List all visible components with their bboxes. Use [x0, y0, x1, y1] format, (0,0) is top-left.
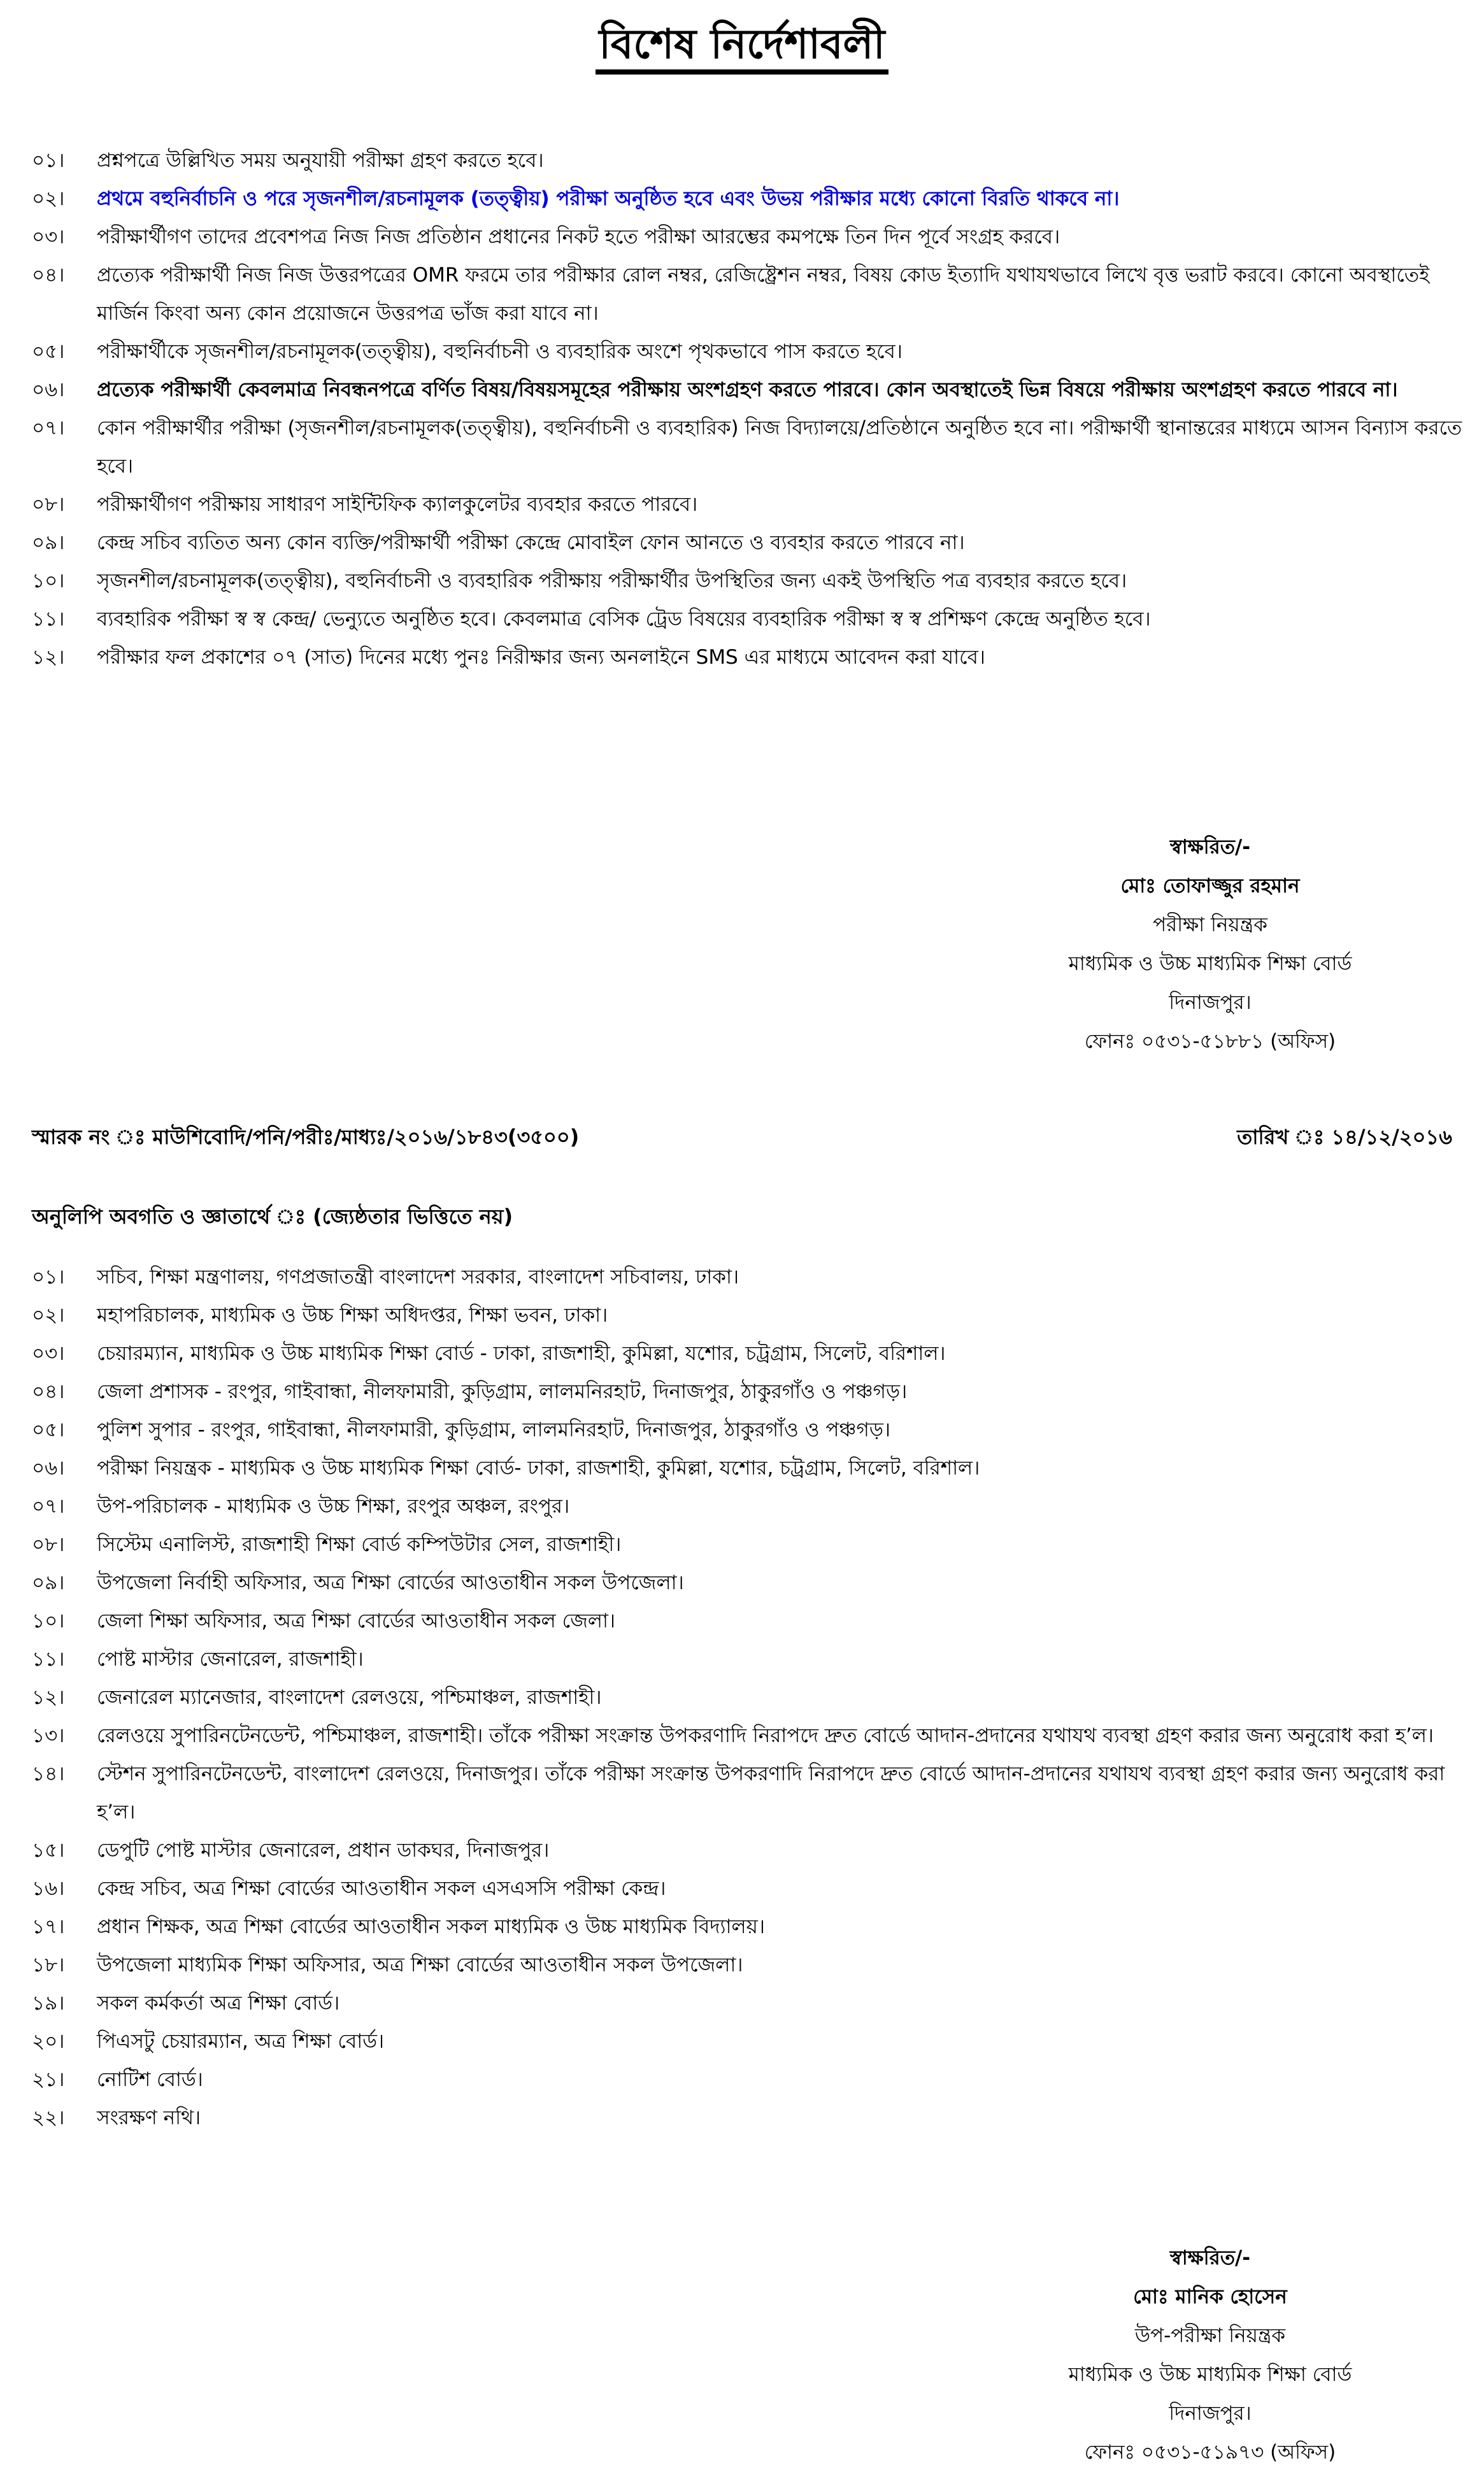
cc-item-number: ১৩। [32, 1724, 65, 1747]
instruction-item-text: প্রত্যেক পরীক্ষার্থী নিজ নিজ উত্তরপত্রের OMR ফরমে তার পরীক্ষার রোল নম্বর, রেজিষ্ট্রেশন নম্বর, বিষয় কোড ইত্যাদি যথাযথভাবে লিখে বৃত্ত ভরাট করবে। কোনো অবস্থাতেই মার্জিন কিংবা অন্য কোন প্রয়োজনে উত্তরপত্র ভাঁজ করা যাবে না। [97, 264, 1430, 325]
cc-item [32, 1564, 1465, 1602]
signatory-phone: ফোনঃ ০৫৩১-৫১৯৭৩ (অফিস) [1084, 2441, 1336, 2464]
cc-item [32, 1717, 1465, 1755]
cc-item-number: ০৩। [32, 1342, 65, 1365]
signatory-name: মোঃ তোফাজ্জুর রহমান [1120, 875, 1300, 897]
signature-block-controller [930, 828, 1484, 1061]
cc-item-text: রেলওয়ে সুপারিনটেনডেন্ট, পশ্চিমাঞ্চল, রাজশাহী। তাঁকে পরীক্ষা সংক্রান্ত উপকরণাদি নিরাপদে দ্রুত বোর্ডে আদান-প্রদানের যথাযথ ব্যবস্থা গ্রহণ করার জন্য অনুরোধ করা হ’ল। [97, 1724, 1434, 1747]
instruction-item-number: ১২। [32, 646, 65, 669]
signatory-board: মাধ্যমিক ও উচ্চ মাধ্যমিক শিক্ষা বোর্ড [1068, 952, 1352, 975]
cc-item [32, 1984, 1465, 2022]
cc-item-number: ১৮। [32, 1954, 65, 1976]
instruction-item [32, 180, 1465, 218]
signatory-city: দিনাজপুর। [1169, 991, 1252, 1014]
instruction-item-text: প্রথমে বহুনির্বাচনি ও পরে সৃজনশীল/রচনামূলক (তত্ত্বীয়) পরীক্ষা অনুষ্ঠিত হবে এবং উভয় পরীক্ষার মধ্যে কোনো বিরতি থাকবে না। [97, 187, 1120, 210]
instruction-item [32, 485, 1465, 524]
cc-item [32, 1869, 1465, 1908]
cc-item [32, 1755, 1465, 1831]
signed-label: স্বাক্ষরিত/- [1169, 2247, 1251, 2269]
cc-item-number: ২০। [32, 2030, 65, 2053]
cc-item-number: ১৫। [32, 1839, 65, 1862]
cc-item-text: জেনারেল ম্যানেজার, বাংলাদেশ রেলওয়ে, পশ্চিমাঞ্চল, রাজশাহী। [97, 1686, 602, 1709]
cc-item [32, 2099, 1465, 2137]
instruction-item-text: প্রশ্নপত্রে উল্লিখিত সময় অনুযায়ী পরীক্ষা গ্রহণ করতে হবে। [97, 149, 544, 172]
cc-item [32, 1296, 1465, 1334]
document-title [0, 14, 1484, 75]
instruction-item-text: ব্যবহারিক পরীক্ষা স্ব স্ব কেন্দ্র/ ভেন্যুতে অনুষ্ঠিত হবে। কেবলমাত্র বেসিক ট্রেড বিষয়ের ব্যবহারিক পরীক্ষা স্ব স্ব প্রশিক্ষণ কেন্দ্রে অনুষ্ঠিত হবে। [97, 608, 1151, 631]
signatory-name: মোঃ মানিক হোসেন [1133, 2285, 1287, 2308]
cc-item [32, 1908, 1465, 1946]
instruction-item-number: ০১। [32, 149, 65, 172]
cc-item [32, 1946, 1465, 1984]
instruction-item-text: পরীক্ষার ফল প্রকাশের ০৭ (সাত) দিনের মধ্যে পুনঃ নিরীক্ষার জন্য অনলাইনে SMS এর মাধ্যমে আবেদন করা যাবে। [97, 646, 985, 669]
cc-item-number: ১৬। [32, 1877, 65, 1900]
cc-item [32, 1831, 1465, 1869]
cc-item [32, 2022, 1465, 2061]
cc-item [32, 1487, 1465, 1525]
memo-reference: স্মারক নং ঃ মাউশিবোদি/পনি/পরীঃ/মাধ্যঃ/২০১৬/১৮৪৩(৩৫০০) [32, 1125, 580, 1149]
signatory-designation: উপ-পরীক্ষা নিয়ন্ত্রক [1134, 2324, 1286, 2347]
signatory-designation: পরীক্ষা নিয়ন্ত্রক [1153, 913, 1267, 936]
cc-item [32, 1449, 1465, 1487]
instruction-item-number: ০৫। [32, 340, 65, 363]
instruction-item [32, 371, 1465, 409]
instruction-item [32, 524, 1465, 562]
instruction-item-text: পরীক্ষার্থীকে সৃজনশীল/রচনামূলক(তত্ত্বীয়), বহুনির্বাচনী ও ব্যবহারিক অংশে পৃথকভাবে পাস করতে হবে। [97, 340, 903, 363]
cc-item-number: ০১। [32, 1266, 65, 1289]
cc-item-number: ১৭। [32, 1915, 65, 1938]
instruction-item-text: কেন্দ্র সচিব ব্যতিত অন্য কোন ব্যক্তি/পরীক্ষার্থী পরীক্ষা কেন্দ্রে মোবাইল ফোন আনতে ও ব্যবহার করতে পারবে না। [97, 531, 965, 554]
instruction-item-text: প্রত্যেক পরীক্ষার্থী কেবলমাত্র নিবন্ধনপত্রে বর্ণিত বিষয়/বিষয়সমূহের পরীক্ষায় অংশগ্রহণ করতে পারবে। কোন অবস্থাতেই ভিন্ন বিষয়ে পরীক্ষায় অংশগ্রহণ করতে পারবে না। [97, 378, 1398, 401]
cc-item [32, 1411, 1465, 1449]
cc-item-number: ১১। [32, 1648, 65, 1671]
instruction-item [32, 332, 1465, 371]
cc-item-text: ডেপুটি পোষ্ট মাস্টার জেনারেল, প্রধান ডাকঘর, দিনাজপুর। [97, 1839, 550, 1862]
cc-item-number: ০২। [32, 1304, 65, 1327]
cc-item-text: উপ-পরিচালক - মাধ্যমিক ও উচ্চ শিক্ষা, রংপুর অঞ্চল, রংপুর। [97, 1495, 570, 1518]
cc-item-text: পিএসটু চেয়ারম্যান, অত্র শিক্ষা বোর্ড। [97, 2030, 385, 2053]
cc-item-text: নোটিশ বোর্ড। [97, 2068, 203, 2091]
signed-label: স্বাক্ষরিত/- [1169, 836, 1251, 859]
cc-item [32, 1602, 1465, 1640]
cc-item-number: ২২। [32, 2106, 65, 2129]
cc-item [32, 1640, 1465, 1678]
cc-item-number: ১৯। [32, 1992, 65, 2015]
signatory-board: মাধ্যমিক ও উচ্চ মাধ্যমিক শিক্ষা বোর্ড [1068, 2363, 1352, 2386]
instruction-item-text: কোন পরীক্ষার্থীর পরীক্ষা (সৃজনশীল/রচনামূলক(তত্ত্বীয়), বহুনির্বাচনী ও ব্যবহারিক) নিজ বিদ্যালয়ে/প্রতিষ্ঠানে অনুষ্ঠিত হবে না। পরীক্ষার্থী স্থানান্তরের মাধ্যমে আসন বিন্যাস করতে হবে। [97, 417, 1462, 478]
cc-item-text: পুলিশ সুপার - রংপুর, গাইবান্ধা, নীলফামারী, কুড়িগ্রাম, লালমনিরহাট, দিনাজপুর, ঠাকুরগাঁও ও পঞ্চগড়। [97, 1418, 891, 1441]
instruction-item-number: ০৬। [32, 378, 65, 401]
cc-item [32, 1258, 1465, 1296]
cc-item-text: পরীক্ষা নিয়ন্ত্রক - মাধ্যমিক ও উচ্চ মাধ্যমিক শিক্ষা বোর্ড- ঢাকা, রাজশাহী, কুমিল্লা, যশোর, চট্রগ্রাম, সিলেট, বরিশাল। [97, 1457, 980, 1480]
instruction-item [32, 218, 1465, 256]
instruction-item [32, 638, 1465, 676]
cc-item-text: জেলা প্রশাসক - রংপুর, গাইবান্ধা, নীলফামারী, কুড়িগ্রাম, লালমনিরহাট, দিনাজপুর, ঠাকুরগাঁও ও পঞ্চগড়। [97, 1380, 908, 1403]
instructions-list [32, 141, 1465, 676]
instruction-item [32, 409, 1465, 485]
cc-item-text: পোষ্ট মাস্টার জেনারেল, রাজশাহী। [97, 1648, 364, 1671]
cc-item-number: ০৬। [32, 1457, 65, 1480]
instruction-item-number: ১০। [32, 569, 65, 592]
instruction-item-text: সৃজনশীল/রচনামূলক(তত্ত্বীয়), বহুনির্বাচনী ও ব্যবহারিক পরীক্ষায় পরীক্ষার্থীর উপস্থিতির জন্য একই উপস্থিতি পত্র ব্যবহার করতে হবে। [97, 569, 1127, 592]
instruction-item [32, 600, 1465, 638]
cc-item [32, 1334, 1465, 1373]
cc-item-number: ১২। [32, 1686, 65, 1709]
instruction-item-number: ০৩। [32, 225, 65, 248]
cc-item [32, 2061, 1465, 2099]
cc-item [32, 1373, 1465, 1411]
signatory-phone: ফোনঃ ০৫৩১-৫১৮৮১ (অফিস) [1084, 1030, 1336, 1053]
instruction-item-number: ০৪। [32, 264, 65, 287]
cc-item-text: উপজেলা মাধ্যমিক শিক্ষা অফিসার, অত্র শিক্ষা বোর্ডের আওতাধীন সকল উপজেলা। [97, 1954, 743, 1976]
cc-item-text: সিস্টেম এনালিস্ট, রাজশাহী শিক্ষা বোর্ড কম্পিউটার সেল, রাজশাহী। [97, 1533, 622, 1556]
cc-item [32, 1525, 1465, 1564]
cc-item-text: প্রধান শিক্ষক, অত্র শিক্ষা বোর্ডের আওতাধীন সকল মাধ্যমিক ও উচ্চ মাধ্যমিক বিদ্যালয়। [97, 1915, 765, 1938]
cc-item-number: ২১। [32, 2068, 65, 2091]
instruction-item-number: ০৮। [32, 493, 65, 516]
cc-item-text: স্টেশন সুপারিনটেনডেন্ট, বাংলাদেশ রেলওয়ে, দিনাজপুর। তাঁকে পরীক্ষা সংক্রান্ত উপকরণাদি নিরাপদে দ্রুত বোর্ডে আদান-প্রদানের যথাযথ ব্যবস্থা গ্রহণ করার জন্য অনুরোধ করা হ’ল। [97, 1762, 1445, 1824]
cc-item-number: ১০। [32, 1610, 65, 1633]
cc-item-number: ০৭। [32, 1495, 65, 1518]
cc-item-text: সচিব, শিক্ষা মন্ত্রণালয়, গণপ্রজাতন্ত্রী বাংলাদেশ সরকার, বাংলাদেশ সচিবালয়, ঢাকা। [97, 1266, 739, 1289]
cc-item-number: ০৯। [32, 1571, 65, 1594]
cc-item-number: ১৪। [32, 1762, 65, 1785]
cc-item-number: ০৮। [32, 1533, 65, 1556]
cc-list [32, 1258, 1465, 2137]
instruction-item-number: ০৭। [32, 417, 65, 439]
cc-item-number: ০৪। [32, 1380, 65, 1403]
instruction-item-text: পরীক্ষার্থীগণ পরীক্ষায় সাধারণ সাইন্টিফিক ক্যালকুলেটর ব্যবহার করতে পারবে। [97, 493, 698, 516]
signatory-city: দিনাজপুর। [1169, 2402, 1252, 2425]
memo-date: তারিখ ঃ ১৪/১২/২০১৬ [1237, 1125, 1452, 1149]
cc-heading: অনুলিপি অবগতি ও জ্ঞাতার্থে ঃ (জ্যেষ্ঠতার ভিত্তিতে নয়) [32, 1204, 513, 1229]
cc-item-text: চেয়ারম্যান, মাধ্যমিক ও উচ্চ মাধ্যমিক শিক্ষা বোর্ড - ঢাকা, রাজশাহী, কুমিল্লা, যশোর, চট্রগ্রাম, সিলেট, বরিশাল। [97, 1342, 946, 1365]
cc-item-text: কেন্দ্র সচিব, অত্র শিক্ষা বোর্ডের আওতাধীন সকল এসএসসি পরীক্ষা কেন্দ্র। [97, 1877, 666, 1900]
instruction-item [32, 141, 1465, 180]
cc-item-text: উপজেলা নির্বাহী অফিসার, অত্র শিক্ষা বোর্ডের আওতাধীন সকল উপজেলা। [97, 1571, 684, 1594]
signature-block-deputy [930, 2239, 1484, 2472]
instruction-item [32, 562, 1465, 600]
instruction-item-number: ০২। [32, 187, 65, 210]
document-title-text: বিশেষ নির্দেশাবলী [596, 21, 889, 75]
cc-item [32, 1678, 1465, 1717]
instruction-item-number: ১১। [32, 608, 65, 631]
instruction-item [32, 256, 1465, 332]
cc-item-number: ০৫। [32, 1418, 65, 1441]
cc-item-text: মহাপরিচালক, মাধ্যমিক ও উচ্চ শিক্ষা অধিদপ্তর, শিক্ষা ভবন, ঢাকা। [97, 1304, 608, 1327]
instruction-item-number: ০৯। [32, 531, 65, 554]
cc-item-text: সকল কর্মকর্তা অত্র শিক্ষা বোর্ড। [97, 1992, 340, 2015]
instruction-item-text: পরীক্ষার্থীগণ তাদের প্রবেশপত্র নিজ নিজ প্রতিষ্ঠান প্রধানের নিকট হতে পরীক্ষা আরম্ভের কমপক্ষে তিন দিন পূর্বে সংগ্রহ করবে। [97, 225, 1060, 248]
cc-item-text: সংরক্ষণ নথি। [97, 2106, 201, 2129]
cc-item-text: জেলা শিক্ষা অফিসার, অত্র শিক্ষা বোর্ডের আওতাধীন সকল জেলা। [97, 1610, 616, 1633]
